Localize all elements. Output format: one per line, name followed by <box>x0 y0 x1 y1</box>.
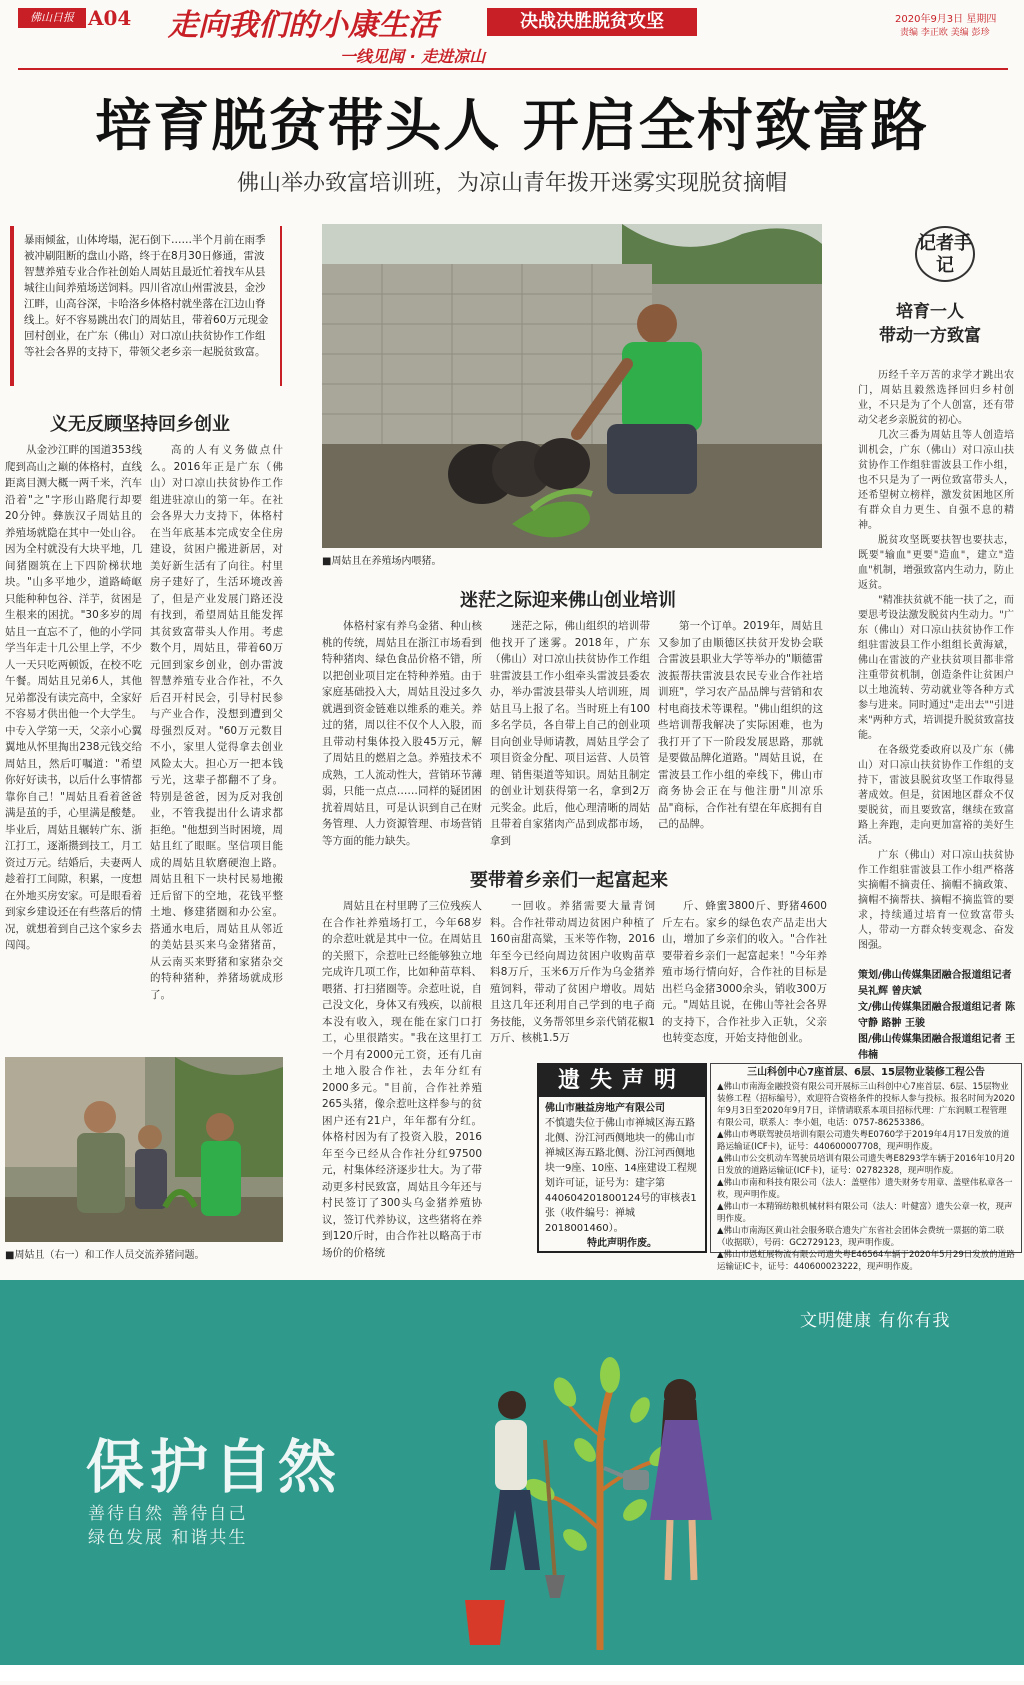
commentary-paragraph: 广东（佛山）对口凉山扶贫协作工作组驻雷波县工作小组严格落实摘帽不摘责任、摘帽不摘政策、摘帽不摘帮扶、摘帽不摘监管的要求，持续通过培育一位致富带头人，带动一方群众转变观念、奋发图强。 <box>858 850 1014 951</box>
psa-line-1: 善待自然 善待自己 <box>88 1504 248 1524</box>
reporter-note-badge: 记者手记 <box>915 226 975 282</box>
masthead-divider <box>18 68 1008 70</box>
section3-column-1 <box>322 898 482 1263</box>
loss-notice-company: 佛山市融益房地产有限公司 <box>545 1103 665 1114</box>
photo-left-caption: ■周姑且（右一）和工作人员交流养猪问题。 <box>5 1250 205 1261</box>
credit-line: 策划/佛山传媒集团融合报道组记者 吴礼辉 曾庆斌 <box>858 970 1012 997</box>
section3-col1-text: 周姑且在村里聘了三位残疾人在合作社养殖场打工，今年68岁的佘惹吐就是其中一位。在周姑且的关照下，佘惹吐已经能够独立地完成许几项工作，比如种苗草料、喂猪、打扫猪圈等。佘惹吐说，自己没文化，身体又有残疾，以前根本没有收入，现在能在家门口打工，心里很踏实。"我在这里打工一个月有2000元工资，还有几亩土地入股合作社，去年分红有2000多元。"目前，合作社养殖265头猪，像佘惹吐这样参与的贫困户还有21户，年年都有分红。体格村因为有了投资入股，2016年至今已经从合作社分红97500元，村集体经济逐步壮大。为了带动更多村民致富，周姑且今年还与村民签订了300头乌金猪养殖协议，签订代养协议，这些猪将在养到120斤时，由合作社以略高于市场价的价格统 <box>322 900 482 1259</box>
section3-column-3 <box>662 898 827 1058</box>
photo-main-illustration <box>322 224 822 548</box>
section1-col2-text: 高的人有义务做点什么。2016年正是广东（佛山）对口凉山扶贫协作工作组进驻凉山的第一年。在社会各界大力支持下，体格村在当年底基本完成安全住房建设，贫困户搬进新居，对美好新生活有了向往。村里房子建好了，生活环境改善了，但是产业发展门路还没有找到，希望周姑且能发挥其贫致富带头人作用。考虑数个月，周姑且，带着60万元回到家乡创业，创办雷波智慧养殖专业合作社，不久后召开村民会，引导村民参与产业合作，没想到遭到父母强烈反对。"60万元数目不小，家里人觉得拿去创业风险太大。担心万一把本钱亏光，这辈子都翻不了身。特别是爸爸，因为反对我创业，不管我提出什么请求都拒绝。"他想到当时困境，周姑且红了眼眶。坚信项目能成的周姑且软磨硬泡上路。周姑且租下一块村民易地搬迁后留下的空地，花钱平整土地、修建猪圈和办公室。搭通水电后，周姑且从邻近的美姑县买来乌金猪猪苗，从云南买来野猪和家猪杂交的特种猪种，养猪场就成形了。 <box>150 444 283 1001</box>
classified-item: ▲佛山市南海区黄山社会服务联合遗失广东省社会团体会费统一票据的第二联（收据联），号码：GC2729123，现声明作废。 <box>717 1226 1005 1248</box>
column-title: 走向我们的小康生活 <box>168 8 438 43</box>
section3-col2-text: 一回收。养猪需要大量青饲料。合作社带动周边贫困户种植了160亩甜高粱，玉米等作物，2016年至今已经向周边贫困户收购苗草料8万斤，玉米6万斤作为乌金猪养殖饲料，带动了贫困户增收。周姑且这几年还利用自己学到的电子商务技能，义务帮邻里乡亲代销花椒1万斤、核桃1.5万 <box>490 900 655 1044</box>
section3-column-2 <box>490 898 655 1058</box>
commentary-paragraph: 历经千辛万苦的求学才跳出农门，周姑且毅然选择回归乡村创业，不只是为了个人创富，还有带动父老乡亲脱贫的初心。 <box>858 370 1014 426</box>
article-subheadline: 佛山举办致富培训班，为凉山青年拨开迷雾实现脱贫摘帽 <box>236 171 787 196</box>
photo-man-feeding-pigs <box>322 224 822 548</box>
newspaper-logo: 佛山日报 <box>18 8 86 28</box>
loss-notice-text: 不慎遗失位于佛山市禅城区海五路北侧、汾江河西侧地块一的佛山市禅城区海五路北侧、汾江河西侧地块一9座、10座、14座建设工程规划许可证，证号为：建字第440604201800124号的审核表1张（收件编号：禅城2018001460）。 <box>545 1118 697 1234</box>
loss-notice-title: 遗失声明 <box>539 1065 705 1097</box>
commentary-paragraph: 在各级党委政府以及广东（佛山）对口凉山扶贫协作工作组的支持下，雷波县脱贫攻坚工作取得显著成效。但是，贫困地区群众不仅要脱贫，而且要致富，继续在致富路上奔跑，走向更加富裕的美好生活。 <box>858 745 1014 846</box>
photo-left-illustration <box>5 1057 283 1242</box>
commentary-body <box>858 368 1014 960</box>
classified-item: ▲佛山市一本精锦纺粮机械材料有限公司（法人：叶健富）遗失公章一枚，现声明作废。 <box>717 1202 1013 1224</box>
commentary-paragraph: 几次三番为周姑且等人创造培训机会，广东（佛山）对口凉山扶贫协作工作组驻雷波县工作小组，也不只是为了一两位致富带头人，还希望树立榜样，激发贫困地区所有群众自力更生、自强不息的精神。 <box>858 430 1014 531</box>
classified-notices-title: 三山科创中心7座首层、6层、15层物业装修工程公告 <box>747 1067 985 1078</box>
section1-col1-text: 从金沙江畔的国道353线爬到高山之巅的体格村，直线距离目测大概一两千米，汽车沿着"之"字形山路爬行却要20分钟。彝族汉子周姑且的养殖场就隐在其中一处山谷。因为全村就没有大块平地，几间猪圈筑在上下四阶梯状地块。"山多平地少，道路崎岖只能种种包谷、洋芋，贫困是生根来的困扰。"30多岁的周姑且一直忘不了，他的小学同学当年走十几公里上学，不少人一天只吃两顿饭，在校不吃午餐。周姑且兄弟6人，其他兄弟都没有读完高中，全家好不容易才供出他一个大学生。中专入学第一天，父亲小心翼翼地从怀里掏出238元钱交给周姑且，然后叮嘱道："希望你好好读书，以后什么事情都靠你自己！"周姑且看着爸爸满是茧的手，心里满是酸楚。毕业后，周姑且辗转广东、浙江打工，逐渐攒到技工，月工资过万元。结婚后，夫妻两人趁着打工间隙，积累，一度想在外地买房安家。可是眼看着到家乡建设还在有些落后的情况，就想着到自己这个家乡去闯闯。 <box>5 444 142 951</box>
article-headline: 培育脱贫带头人 开启全村致富路 <box>95 94 929 159</box>
psa-line-2: 绿色发展 和谐共生 <box>88 1528 248 1548</box>
classified-item: ▲佛山市南海金融投资有限公司开展标三山科创中心7座首层、6层、15层物业装修工程（招标编号），欢迎符合资格条件的投标人参与投标。报名时间为2020年9月3日至2020年9月7日，详情请联系本项目招标代理：广东润顺工程管理有限公司，联系人：李小姐，电话：0757-86253386。 <box>717 1082 1015 1128</box>
photo-staff-discussion <box>5 1057 283 1242</box>
commentary-title-line2: 带动一方致富 <box>879 326 981 346</box>
loss-notice-body <box>539 1097 705 1255</box>
section1-title: 义无反顾坚持回乡创业 <box>50 414 230 435</box>
section2-column-1 <box>322 618 482 858</box>
classified-item: ▲佛山市公交机动车驾驶员培训有限公司遗失粤E8293学车辆于2016年10月20日发放的道路运输证(ICF卡)，证号：02782328，现声明作废。 <box>717 1154 1015 1176</box>
issue-date: 2020年9月3日 星期四 <box>895 14 997 25</box>
section2-column-3 <box>658 618 823 858</box>
classified-item: ▲佛山市恩虹展物流有限公司遗失粤E46564车辆于2020年5月29日发放的道路运输证IC卡，证号：440600023222，现声明作废。 <box>717 1250 1015 1272</box>
page-number: A04 <box>88 6 132 30</box>
photo-main-caption: ■周姑且在养殖场内喂猪。 <box>322 556 442 567</box>
article-intro-box <box>10 226 282 386</box>
psa-title: 保护自然 <box>86 1433 343 1501</box>
commentary-title-line1: 培育一人 <box>896 302 964 322</box>
psa-slogan: 文明健康 有你有我 <box>800 1311 951 1331</box>
section2-col1-text: 体格村家有养乌金猪、种山核桃的传统，周姑且在浙江市场看到特种猪肉、绿色食品价格不错，所以把创业项目定在特种养殖。由于家庭基础投入大，周姑且没过多久就遇到资金链难以维系的难关。养过的猪，周以往不仅个人入股，而且带动村集体投入股45万元，解了周姑且的燃眉之急。养殖技术不成熟，工人流动性大，营销环节薄弱，只能一点点……同样的疑团困扰着周姑且，可是认识到自己在财务管理、人力资源管理、市场营销等方面的能力缺失。 <box>322 620 482 847</box>
section2-col3-text: 第一个订单。2019年，周姑且又参加了由顺德区扶贫开发协会联合雷波县职业大学等举办的"顺德雷波振帮扶雷波县农民专业合作社培训班"，学习农产品品牌与营销和农村电商技术等课程。"佛山组织的这些培训帮我解决了实际困难，也为我打开了下一阶段发展思路，那就是要做品牌化道路。"周姑且说，在雷波县工作小组的牵线下，佛山市商务协会正在与他注册"川凉乐品"商标，合作社有望在年底拥有自己的品牌。 <box>658 620 823 830</box>
page-editors: 责编 李正欧 美编 彭珍 <box>900 28 990 38</box>
commentary-paragraph: 脱贫攻坚既要扶智也要扶志，既要"输血"更要"造血"，建立"造血"机制，增强致富内生动力，防止返贫。 <box>858 535 1014 591</box>
reporter-credits <box>858 968 1018 1064</box>
section2-col2-text: 迷茫之际，佛山组织的培训带他找开了迷雾。2018年，广东（佛山）对口凉山扶贫协作工作组驻雷波县工作小组牵头雷波县委农办，举办雷波县带头人培训班，周姑且马上报了名。当时班上有100多名学员，各自带上自己的创业项目向创业导师请教，周姑且学会了项目资金分配、项目运营、人员管理、销售渠道等知识。周姑且制定的创业计划获得第一名，拿到2万元奖金。此后，他心理清晰的周姑且带着自家猪肉产品到成都市场，拿到 <box>490 620 650 847</box>
column-subtitle: 一线见闻 · 走进凉山 <box>340 47 486 66</box>
section2-column-2 <box>490 618 650 858</box>
classified-item: ▲佛山市南和科技有限公司（法人：盖壁伟）遗失财务专用章、盖壁伟私章各一枚，现声明作废。 <box>717 1178 1013 1200</box>
loss-notice-footer: 特此声明作废。 <box>587 1238 657 1249</box>
commentary-title <box>860 300 1000 348</box>
classified-item: ▲佛山市粤联驾驶员培训有限公司遗失粤E0760学于2019年4月17日发放的道路运输证(ICF卡)，证号：440600007708，现声明作废。 <box>717 1130 1010 1152</box>
classified-notices-box <box>710 1063 1022 1272</box>
section1-column-2 <box>150 442 283 1042</box>
loss-notice-box <box>537 1063 707 1253</box>
section2-title: 迷茫之际迎来佛山创业培训 <box>460 590 676 611</box>
column-red-label: 决战决胜脱贫攻坚 <box>487 8 697 36</box>
commentary-paragraph: "精准扶贫就不能一扶了之，而要思考设法激发脱贫内生动力。"广东（佛山）对口凉山扶贫协作工作组驻雷波县工作小组组长黄海斌，佛山在雷波的产业扶贫项目都非常注重带贫机制，创造条件让贫困户以土地流转、劳动就业等各种方式参与进来。同时通过"走出去""引进来"两种方式，培训提升脱贫致富技能。 <box>858 595 1014 741</box>
article-intro-text: 暴雨倾盆，山体垮塌，泥石倒下……半个月前在雨季被冲刷阻断的盘山小路，终于在8月30日修通，雷波智慧养殖专业合作社创始人周姑且最近忙着找车从县城往山间养殖场送饲料。四川省凉山州雷波县，金沙江畔，山高谷深，卡哈洛乡体格村就坐落在江边山脊线上。好不容易跳出农门的周姑且，带着60万元现金回村创业，在广东（佛山）对口凉山扶贫协作工作组等社会各界的支持下，带领父老乡亲一起脱贫致富。 <box>24 234 269 358</box>
section1-column-1 <box>5 442 142 1042</box>
credit-line: 图/佛山传媒集团融合报道组记者 王伟楠 <box>858 1034 1016 1061</box>
section3-title: 要带着乡亲们一起富起来 <box>470 870 668 891</box>
section3-col3-text: 斤、蜂蜜3800斤、野猪4600斤左右。家乡的绿色农产品走出大山，增加了乡亲们的收入。"合作社要带着乡亲们一起富起来！"今年养殖市场行情向好，合作社的目标是出栏乌金猪3000余头，销收300万元。"周姑且说，在佛山等社会各界的支持下，合作社步入正轨，父亲也转变态度，开始支持他创业。 <box>662 900 827 1044</box>
credit-line: 文/佛山传媒集团融合报道组记者 陈守静 路翀 王骏 <box>858 1002 1016 1029</box>
